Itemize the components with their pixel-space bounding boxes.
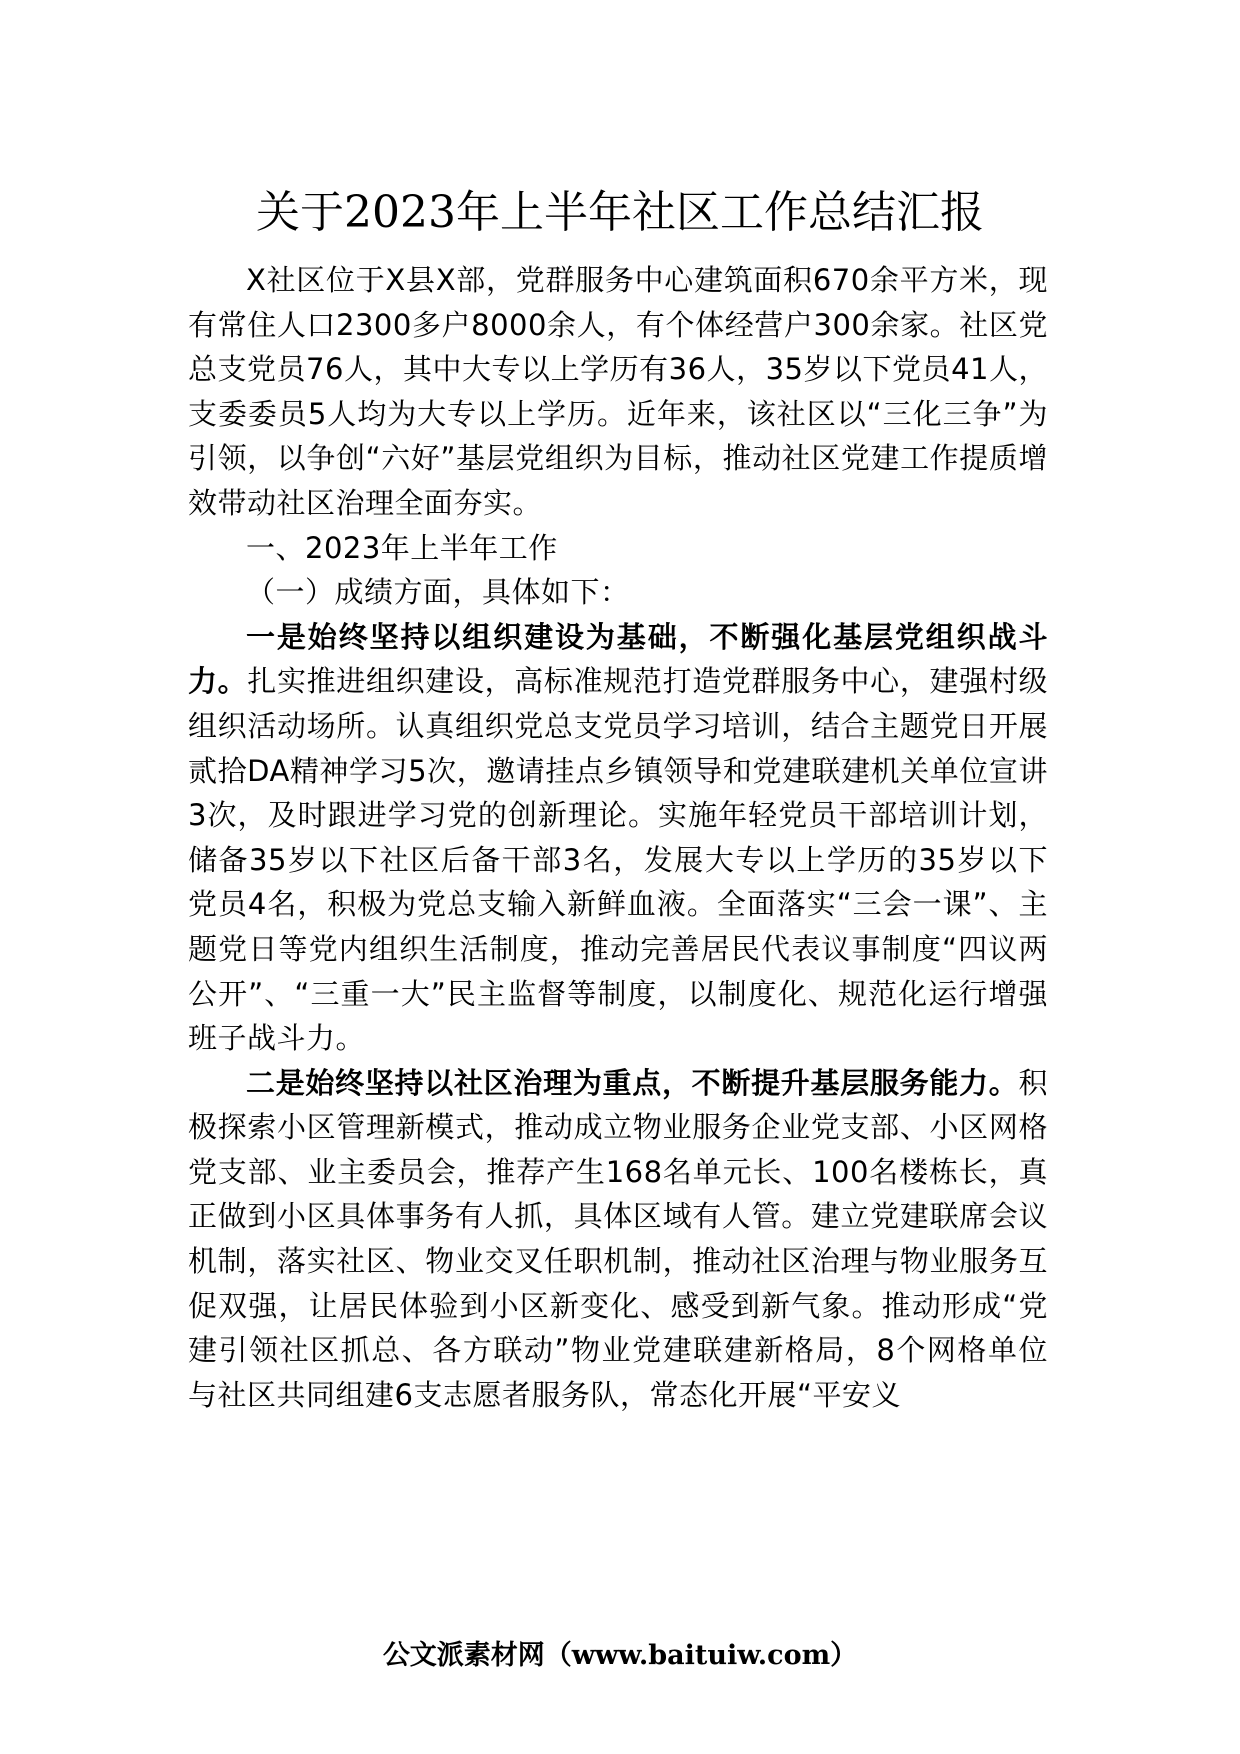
point-two-paragraph bbox=[188, 1061, 1048, 1418]
document-title: 关于2023年上半年社区工作总结汇报 bbox=[256, 187, 984, 238]
point-two-lead: 二是始终坚持以社区治理为重点，不断提升基层服务能力。 bbox=[246, 1065, 1019, 1100]
point-two-body: 积极探索小区管理新模式，推动成立物业服务企业党支部、小区网格党支部、业主委员会，推荐产生168名单元长、100名楼栋长，真正做到小区具体事务有人抓，具体区域有人管。建立党建联席会议机制，落实社区、物业交叉任职机制，推动社区治理与物业服务互促双强，让居民体验到小区新变化、感受到新气象。推动形成“党建引领社区抓总、各方联动”物业党建联建新格局，8个网格单位与社区共同组建6支志愿者服务队，常态化开展“平安义 bbox=[188, 1065, 1048, 1412]
section-heading: 一、2023年上半年工作 bbox=[246, 530, 558, 565]
point-one-lead: 一是始终坚持以组织建设为基础，不断强化基层党组织战斗力。 bbox=[188, 619, 1048, 699]
document-body bbox=[188, 258, 1048, 1417]
point-one-body: 扎实推进组织建设，高标准规范打造党群服务中心，建强村级组织活动场所。认真组织党总支党员学习培训，结合主题党日开展贰拾DA精神学习5次，邀请挂点乡镇领导和党建联建机关单位宣讲3次，及时跟进学习党的创新理论。实施年轻党员干部培训计划，储备35岁以下社区后备干部3名，发展大专以上学历的35岁以下党员4名，积极为党总支输入新鲜血液。全面落实“三会一课”、主题党日等党内组织生活制度，推动完善居民代表议事制度“四议两公开”、“三重一大”民主监督等制度，以制度化、规范化运行增强班子战斗力。 bbox=[188, 664, 1048, 1056]
subsection-heading: （一）成绩方面，具体如下： bbox=[246, 575, 630, 610]
footer-watermark: 公文派素材网（www.baituiw.com） bbox=[382, 1640, 858, 1671]
point-one-paragraph bbox=[188, 615, 1048, 1061]
intro-paragraph: X社区位于X县X部，党群服务中心建筑面积670余平方米，现有常住人口2300多户8000余人，有个体经营户300余家。社区党总支党员76人，其中大专以上学历有36人，35岁以下党员41人，支委委员5人均为大专以上学历。近年来，该社区以“三化三争”为引领，以争创“六好”基层党组织为目标，推动社区党建工作提质增效带动社区治理全面夯实。 bbox=[188, 263, 1048, 520]
